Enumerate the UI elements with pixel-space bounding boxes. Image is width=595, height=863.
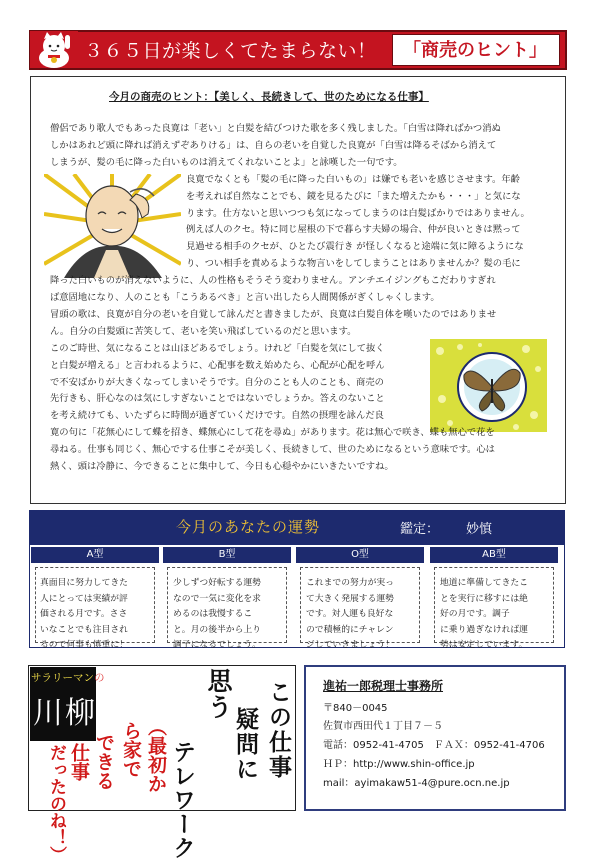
header-hint: 「商売のヒント」 — [403, 40, 547, 61]
blood-type-a-header: A型 — [31, 547, 159, 563]
blood-type-ab-text: 地道に準備してきたこ とを実行に移すには絶 好の月です。調子 に乗り過ぎなければ運 勢は安定しています。 — [440, 578, 528, 650]
article-line: 先行きも、肝心なのは気にしすぎないことではないでしょうか。答えのないこと — [50, 393, 385, 405]
article-line: 例えば人のクセ。特に同じ屋根の下で暮らす夫婦の場合、仲が良いときは黙って — [186, 224, 521, 236]
blood-type-b-text: 少しずつ好転する運勢 なので一気に変化を求 めるのは我慢するこ と。月の後半から上り 調子になるでしょう。 — [173, 578, 261, 650]
fortune-appraiser: 妙慎 — [466, 522, 493, 537]
office-website-link[interactable]: ＨＰ：http://www.shin-office.jp — [323, 759, 475, 770]
article-line: で不安ばかりが大きくなってしまいそうです。自分のことも人のことも、商売の — [50, 376, 384, 388]
senryu-verse-line-1: この仕事 — [265, 680, 291, 780]
senryu-verse-line-2: 疑問に — [232, 707, 258, 782]
senryu-reply-line-3: できる — [93, 733, 115, 790]
office-phone: 電話：0952-41-4705 ＦＡＸ：0952-41-4706 — [323, 740, 545, 751]
blood-type-ab-header: AB型 — [430, 547, 558, 563]
senryu-label: 川柳 — [33, 696, 97, 731]
article-line: 見過せる相手のクセが、ひとたび震行き が怪しくなると途端に気に障るようにな — [186, 241, 524, 253]
article-line: ん。自分の白髪頭に苦笑して、老いを笑い飛ばしているのだと思います。 — [50, 325, 357, 337]
blood-type-b-header: B型 — [163, 547, 291, 563]
senryu-series-label: サラリーマンの — [31, 672, 105, 684]
article-line: を考えれば自然なことでも、鏡を見るたびに「また増えたかも・・・」と気にな — [186, 190, 521, 202]
header-title: ３６５日が楽しくてたまらない！ — [84, 40, 377, 62]
article-line: しかはあれど頭に降れば消えずぞありける」は、自らの老いを自覚した良寛が「白雪は降るそばから消えて — [50, 139, 497, 151]
blood-type-a-text: 真面目に努力してきた 人にとっては実績が評 価される月です。ささ いなことでも注目され るので何事も慎重に！ — [40, 578, 128, 650]
monk-illustration — [44, 174, 181, 278]
office-email-link[interactable]: mail：ayimakaw51-4@pure.ocn.ne.jp — [323, 778, 510, 789]
blood-type-o-text: これまでの努力が実っ て大きく発展する運勢 です。対人運も良好な ので積極的にチャレン ジしていきましょう！ — [306, 578, 394, 650]
fortune-title: 今月のあなたの運勢 — [176, 518, 321, 536]
article-line: を考え続けても、いたずらに時間が過ぎていくだけです。自然の摂理を詠んだ良 — [50, 410, 384, 422]
article-heading: 今月の商売のヒント：【美しく、長続きして、世のためになる仕事】 — [109, 91, 429, 103]
article-line: 熱く、頭は冷静に、今できることに集中して、今日も心穏やかにいきたいですね。 — [50, 461, 394, 472]
article-line: しまうが、髪の毛に降った白いものは消えてくれないことよ」と詠嘆した一句です。 — [50, 156, 403, 168]
article-line: ります。仕方ないと思いつつも気になってしまうのは白髪ばかりではありません。 — [186, 207, 530, 219]
article-line: 冒頭の歌は、良寛が自分の老いを自覚して詠んだと書きましたが、良寛は白髪自体を嘆いたのではありませ — [50, 308, 497, 320]
senryu-verse-line-3: 思う — [204, 668, 233, 720]
article-line: ば意固地になり、人のことも「こうあるべき」と言い出したら人間関係がぎくしゃくします。 — [50, 292, 440, 303]
office-address: 佐賀市西田代１丁目７－５ — [323, 721, 443, 732]
article-line: 僧侶であり歌人でもあった良寛は「老い」と白髪を結びつけた歌を多く残しました。「白雪は降ればかつ消ぬ — [50, 123, 501, 134]
senryu-reply-line-2: ら家で — [120, 721, 142, 778]
article-line: 尋ねる。仕事も同じく、無心でする仕事こそが美しく、長続きして、世のためになるという意味です。心は — [50, 444, 495, 456]
fortune-appraisal-label: 鑑定： — [400, 522, 440, 537]
article-line: 降った白いものが消えないように、人の性格もそうそう変わりません。アンチエイジングもこだわりすぎれ — [50, 275, 496, 287]
senryu-reply-line-4: 仕事 — [68, 743, 90, 781]
office-postal: 〒840－0045 — [323, 703, 388, 714]
butterfly-illustration — [430, 339, 547, 432]
office-name: 進祐一郎税理士事務所 — [323, 679, 444, 693]
article-line: 良寛でなくとも「髪の毛に降った白いもの」は嫌でも老いを感じさせます。年齢 — [186, 173, 520, 185]
article-line: と白髪が増える」と言われるように、心配事を数え始めたら、心配が心配を呼ん — [50, 359, 385, 371]
blood-type-o-header: O型 — [296, 547, 424, 563]
article-line: このご時世、気になることは山ほどあるでしょう。けれど「白髪を気にして抜く — [50, 342, 385, 354]
senryu-reply-line-5: だったのね！） — [46, 744, 66, 863]
lucky-cat-icon — [30, 31, 78, 68]
senryu-verse-line-4: テレワーク — [169, 740, 195, 860]
article-line: 寛の句に「花無心にして蝶を招き、蝶無心にして花を尋ぬ」があります。花は無心で咲き、蝶も無心で花を — [50, 427, 495, 439]
senryu-reply-line-1: （最初か — [145, 717, 167, 793]
article-line: り、つい相手を責めるような物言いをしてしまうことはありませんか？髪の毛に — [186, 258, 521, 270]
